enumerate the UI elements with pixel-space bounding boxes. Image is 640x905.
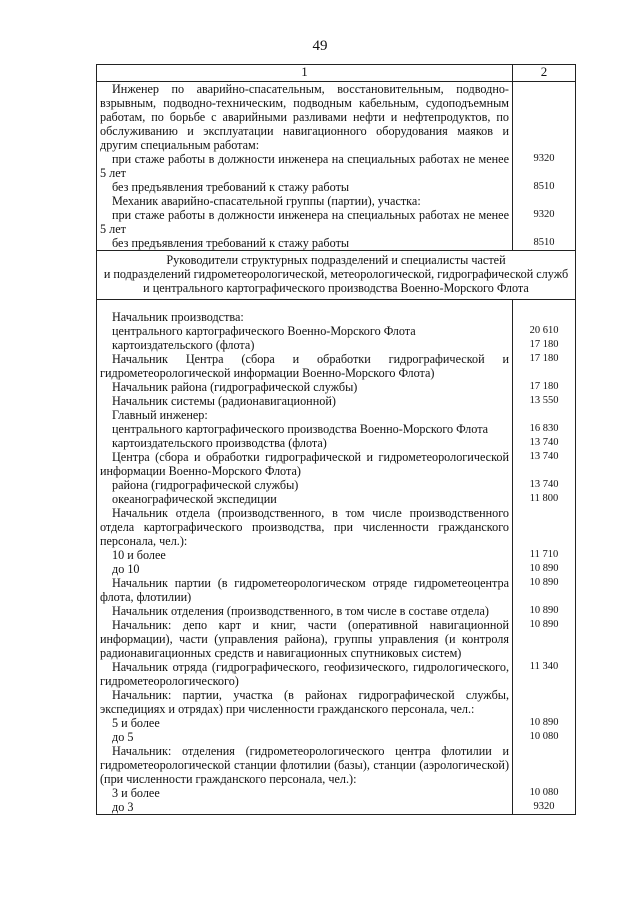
position-cell: до 5: [97, 730, 513, 744]
table-row: [97, 394, 576, 408]
salary-cell: 9320: [513, 152, 576, 180]
salary-cell: 8510: [513, 236, 576, 251]
salary-cell: [513, 310, 576, 324]
position-cell: океанографической экспедиции: [97, 492, 513, 506]
position-cell: Начальник: партии, участка (в районах гидрографической службы, экспедициях и отрядах) при численности гражданского персонала, чел.:: [97, 688, 513, 716]
position-cell: Начальник партии (в гидрометеорологическом отряде гидрометеоцентра флота, флотилии): [97, 576, 513, 604]
salary-cell: [513, 688, 576, 716]
salary-cell: 17 180: [513, 352, 576, 380]
position-cell: Главный инженер:: [97, 408, 513, 422]
salary-cell: 9320: [513, 800, 576, 815]
column-header-position: 1: [97, 65, 513, 82]
position-cell: 5 и более: [97, 716, 513, 730]
salary-cell: 17 180: [513, 338, 576, 352]
section-title-line-2: и подразделений гидрометеорологической, метеорологической, гидрографической служб: [103, 267, 569, 281]
position-cell: центрального картографического производства Военно-Морского Флота: [97, 422, 513, 436]
position-cell: Начальник системы (радионавигационной): [97, 394, 513, 408]
salary-cell: 17 180: [513, 380, 576, 394]
salary-cell: 11 340: [513, 660, 576, 688]
position-cell: до 3: [97, 800, 513, 815]
table-row: [97, 194, 576, 208]
page-number: 49: [312, 38, 328, 54]
table-row: [97, 604, 576, 618]
table-row: [97, 436, 576, 450]
position-cell: Начальник отдела (производственного, в том числе производственного отдела картографического производства, при численности гражданского персонала, чел.):: [97, 506, 513, 548]
spacer-row: [97, 300, 576, 311]
table-row: [97, 82, 576, 153]
table-row: [97, 688, 576, 716]
table-row: [97, 730, 576, 744]
position-cell: Механик аварийно-спасательной группы (партии), участка:: [97, 194, 513, 208]
table-row: [97, 208, 576, 236]
table-row: [97, 716, 576, 730]
salary-cell: 9320: [513, 208, 576, 236]
table-row: [97, 478, 576, 492]
position-cell: картоиздательского производства (флота): [97, 436, 513, 450]
table-row: [97, 660, 576, 688]
salary-cell: 11 710: [513, 548, 576, 562]
position-cell: Начальник района (гидрографической службы): [97, 380, 513, 394]
table-row: [97, 380, 576, 394]
position-cell: при стаже работы в должности инженера на специальных работах не менее 5 лет: [97, 152, 513, 180]
column-header-salary: 2: [513, 65, 576, 82]
position-cell: Начальник: отделения (гидрометеорологического центра флотилии и гидрометеорологической станции флотилии (базы), станции (аэрологической) (при численности гражданского персонала, чел.):: [97, 744, 513, 786]
table-row: [97, 450, 576, 478]
position-cell: 3 и более: [97, 786, 513, 800]
position-cell: без предъявления требований к стажу работы: [97, 180, 513, 194]
table-row: [97, 548, 576, 562]
position-cell: картоиздательского (флота): [97, 338, 513, 352]
salary-cell: 20 610: [513, 324, 576, 338]
position-cell: Начальник отряда (гидрографического, геофизического, гидрологического, гидрометеорологического): [97, 660, 513, 688]
table-row: [97, 422, 576, 436]
table-row: [97, 324, 576, 338]
table-row: [97, 236, 576, 251]
table-row: [97, 492, 576, 506]
table-row: [97, 562, 576, 576]
table-row: [97, 352, 576, 380]
section-title-line-3: и центрального картографического производства Военно-Морского Флота: [143, 281, 529, 295]
position-cell: без предъявления требований к стажу работы: [97, 236, 513, 251]
position-cell: Начальник производства:: [97, 310, 513, 324]
position-cell: при стаже работы в должности инженера на специальных работах не менее 5 лет: [97, 208, 513, 236]
position-cell: Начальник Центра (сбора и обработки гидрографической и гидрометеорологической информации Военно-Морского Флота): [97, 352, 513, 380]
table-row: [97, 180, 576, 194]
salary-cell: 10 890: [513, 562, 576, 576]
table-row: [97, 408, 576, 422]
position-cell: центрального картографического Военно-Морского Флота: [97, 324, 513, 338]
table-row: [97, 310, 576, 324]
salary-cell: 10 890: [513, 576, 576, 604]
table-row: [97, 744, 576, 786]
table-row: [97, 576, 576, 604]
section-row: [97, 251, 576, 300]
table-row: [97, 338, 576, 352]
position-cell: 10 и более: [97, 548, 513, 562]
salary-cell: [513, 744, 576, 786]
salary-cell: 13 740: [513, 436, 576, 450]
salary-cell: 13 740: [513, 478, 576, 492]
salary-cell: [513, 408, 576, 422]
position-cell: Начальник: депо карт и книг, части (оперативной навигационной информации), части (управления района), группы управления (и контроля радионавигационных средств и навигационных спутниковых систем): [97, 618, 513, 660]
position-cell: Начальник отделения (производственного, в том числе в составе отдела): [97, 604, 513, 618]
salary-cell: [513, 506, 576, 548]
position-cell: района (гидрографической службы): [97, 478, 513, 492]
salary-cell: 10 890: [513, 604, 576, 618]
salary-cell: 16 830: [513, 422, 576, 436]
salary-cell: 11 800: [513, 492, 576, 506]
salary-cell: 8510: [513, 180, 576, 194]
salary-cell: 13 550: [513, 394, 576, 408]
table-row: [97, 506, 576, 548]
position-cell: Центра (сбора и обработки гидрографической и гидрометеорологической информации Военно-Морского Флота): [97, 450, 513, 478]
position-cell: до 10: [97, 562, 513, 576]
table-header-row: [97, 65, 576, 82]
table-row: [97, 152, 576, 180]
salary-cell: 10 080: [513, 786, 576, 800]
table-body-bottom: [97, 310, 576, 815]
table-row: [97, 800, 576, 815]
table-body-top: [97, 82, 576, 251]
salary-table: [96, 64, 576, 815]
salary-cell: 10 080: [513, 730, 576, 744]
salary-cell: [513, 194, 576, 208]
table-row: [97, 786, 576, 800]
salary-cell: 13 740: [513, 450, 576, 478]
salary-cell: [513, 82, 576, 153]
position-cell: Инженер по аварийно-спасательным, восстановительным, подводно-взрывным, подводно-техническим, подводным кабельным, судоподъемным работам, по борьбе с аварийными разливами нефти и нефтепродуктов, по обслуживанию и эксплуатации навигационного оборудования маяков и другим специальным работам:: [97, 82, 513, 153]
section-cell: [97, 251, 576, 300]
section-title-line-1: Руководители структурных подразделений и специалисты частей: [166, 253, 506, 267]
salary-cell: 10 890: [513, 618, 576, 660]
salary-cell: 10 890: [513, 716, 576, 730]
table-row: [97, 618, 576, 660]
